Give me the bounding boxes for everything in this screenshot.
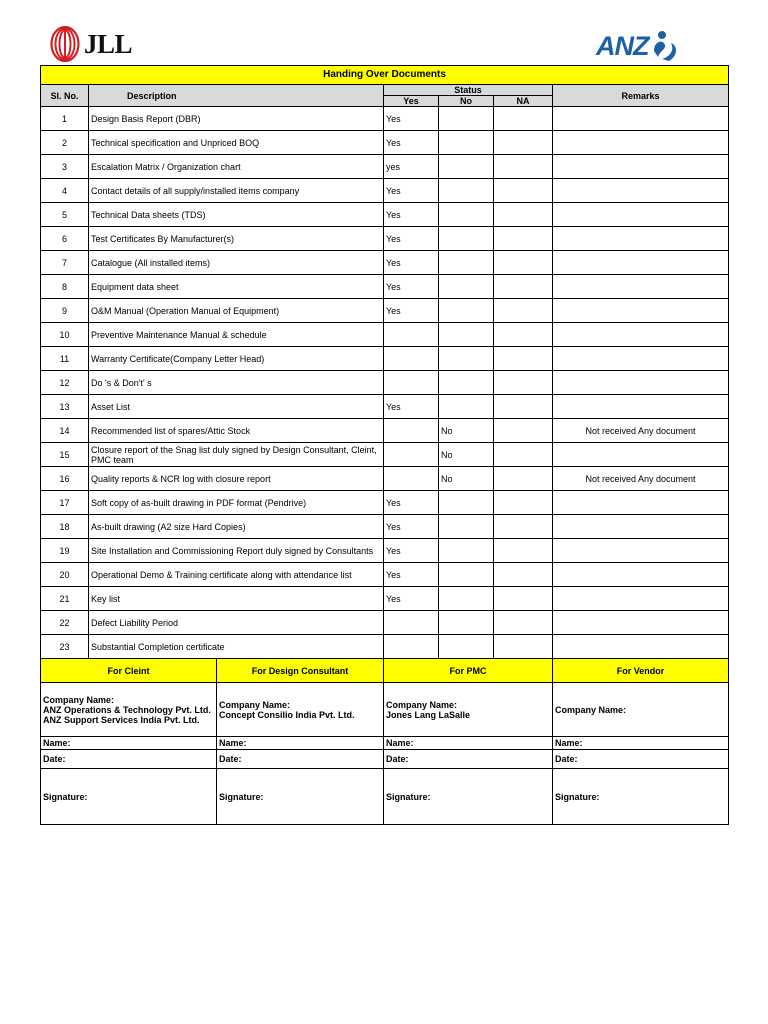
row-status-yes: Yes [384,563,439,587]
row-status-yes: Yes [384,107,439,131]
row-description: Do 's & Don't' s [89,371,384,395]
header-no: No [439,96,494,107]
row-status-no [439,587,494,611]
table-row [41,299,729,323]
row-description: Operational Demo & Training certificate along with attendance list [89,563,384,587]
row-remarks [553,611,729,635]
signoff-date-vendor: Date: [553,750,729,769]
row-description: Design Basis Report (DBR) [89,107,384,131]
row-sl-no: 7 [41,251,89,275]
row-sl-no: 12 [41,371,89,395]
row-status-yes [384,419,439,443]
signoff-company-design-consultant [217,683,384,737]
row-remarks [553,539,729,563]
row-sl-no: 9 [41,299,89,323]
row-description: Defect Liability Period [89,611,384,635]
row-remarks [553,587,729,611]
row-status-yes: Yes [384,515,439,539]
row-sl-no: 10 [41,323,89,347]
row-remarks: Not received Any document [553,419,729,443]
row-status-no [439,395,494,419]
company-name-line: ANZ Support Services India Pvt. Ltd. [43,714,200,725]
header-na: NA [494,96,553,107]
row-status-yes: yes [384,155,439,179]
signoff-name-vendor: Name: [553,737,729,750]
row-status-yes: Yes [384,491,439,515]
row-status-no [439,635,494,659]
row-status-yes [384,611,439,635]
table-row [41,491,729,515]
company-label: Company Name: [219,699,291,710]
row-status-na [494,347,553,371]
row-description: Technical Data sheets (TDS) [89,203,384,227]
header-remarks: Remarks [553,85,729,107]
row-status-yes: Yes [384,299,439,323]
row-description: Substantial Completion certificate [89,635,384,659]
row-description: Preventive Maintenance Manual & schedule [89,323,384,347]
row-description: Test Certificates By Manufacturer(s) [89,227,384,251]
jll-logo [50,26,132,62]
row-sl-no: 17 [41,491,89,515]
company-name-line: Concept Consilio India Pvt. Ltd. [219,709,355,720]
row-status-na [494,131,553,155]
row-status-yes: Yes [384,395,439,419]
row-status-no [439,563,494,587]
row-status-no [439,611,494,635]
row-description: Key list [89,587,384,611]
table-row [41,179,729,203]
table-row [41,155,729,179]
row-description: As-built drawing (A2 size Hard Copies) [89,515,384,539]
row-description: Recommended list of spares/Attic Stock [89,419,384,443]
row-status-no [439,203,494,227]
row-sl-no: 15 [41,443,89,467]
row-status-no [439,227,494,251]
row-status-no [439,155,494,179]
row-remarks [553,179,729,203]
header-sl-no: Sl. No. [41,85,89,107]
row-status-na [494,491,553,515]
row-sl-no: 1 [41,107,89,131]
row-sl-no: 11 [41,347,89,371]
signoff-date-pmc: Date: [384,750,553,769]
row-sl-no: 3 [41,155,89,179]
table-row [41,563,729,587]
row-description: Catalogue (All installed items) [89,251,384,275]
anz-people-icon [651,29,679,63]
row-status-na [494,635,553,659]
table-row [41,371,729,395]
row-status-na [494,107,553,131]
row-remarks [553,155,729,179]
header-status: Status [384,85,553,96]
row-status-na [494,299,553,323]
row-remarks [553,203,729,227]
row-remarks [553,635,729,659]
row-status-no [439,515,494,539]
table-row [41,635,729,659]
row-remarks [553,107,729,131]
table-row [41,251,729,275]
row-sl-no: 22 [41,611,89,635]
row-status-no [439,323,494,347]
row-description: O&M Manual (Operation Manual of Equipment) [89,299,384,323]
row-status-na [494,275,553,299]
row-status-yes: Yes [384,203,439,227]
row-sl-no: 23 [41,635,89,659]
signoff-signature-design-consultant: Signature: [217,769,384,825]
row-description: Contact details of all supply/installed items company [89,179,384,203]
row-description: Asset List [89,395,384,419]
row-status-na [494,323,553,347]
signoff-company-vendor [553,683,729,737]
row-status-na [494,419,553,443]
row-status-yes: Yes [384,275,439,299]
table-row [41,611,729,635]
row-remarks [553,515,729,539]
row-status-yes: Yes [384,227,439,251]
row-status-na [494,179,553,203]
company-label: Company Name: [386,699,458,710]
table-row [41,203,729,227]
company-label: Company Name: [555,704,627,715]
table-row [41,323,729,347]
signoff-header-client: For Cleint [41,659,217,683]
row-status-na [494,515,553,539]
company-name-line: Jones Lang LaSalle [386,709,471,720]
row-status-na [494,371,553,395]
row-sl-no: 20 [41,563,89,587]
row-status-na [494,587,553,611]
row-status-no [439,131,494,155]
row-status-no [439,299,494,323]
row-status-na [494,443,553,467]
signoff-company-client [41,683,217,737]
row-sl-no: 16 [41,467,89,491]
row-status-no [439,491,494,515]
row-sl-no: 8 [41,275,89,299]
row-remarks [553,299,729,323]
row-status-yes [384,467,439,491]
table-row [41,443,729,467]
row-remarks [553,323,729,347]
company-name-line: ANZ Operations & Technology Pvt. Ltd. [43,704,211,715]
signoff-name-pmc: Name: [384,737,553,750]
row-status-no [439,371,494,395]
row-status-yes: Yes [384,251,439,275]
row-description: Technical specification and Unpriced BOQ [89,131,384,155]
row-status-no [439,347,494,371]
row-status-na [494,203,553,227]
table-row [41,539,729,563]
table-row [41,107,729,131]
signoff-header-design-consultant: For Design Consultant [217,659,384,683]
row-status-yes: Yes [384,131,439,155]
row-status-yes [384,635,439,659]
row-sl-no: 6 [41,227,89,251]
row-status-na [494,155,553,179]
row-status-na [494,611,553,635]
table-row [41,347,729,371]
row-status-na [494,563,553,587]
row-sl-no: 19 [41,539,89,563]
row-status-na [494,395,553,419]
row-description: Escalation Matrix / Organization chart [89,155,384,179]
table-row [41,587,729,611]
signoff-signature-pmc: Signature: [384,769,553,825]
row-status-yes [384,323,439,347]
anz-logo [596,28,679,64]
row-status-no [439,251,494,275]
table-row [41,395,729,419]
row-status-no [439,539,494,563]
table-row [41,515,729,539]
table-row [41,131,729,155]
row-sl-no: 13 [41,395,89,419]
row-remarks [553,227,729,251]
row-status-yes: Yes [384,539,439,563]
signoff-date-design-consultant: Date: [217,750,384,769]
row-status-no: No [439,443,494,467]
signoff-name-design-consultant: Name: [217,737,384,750]
row-remarks [553,563,729,587]
row-remarks [553,275,729,299]
row-description: Closure report of the Snag list duly signed by Design Consultant, Cleint, PMC team [89,443,384,467]
signoff-signature-vendor: Signature: [553,769,729,825]
row-status-yes: Yes [384,587,439,611]
row-status-na [494,227,553,251]
row-remarks: Not received Any document [553,467,729,491]
header-yes: Yes [384,96,439,107]
jll-logo-text: JLL [84,28,133,59]
row-remarks [553,131,729,155]
table-row [41,275,729,299]
row-status-yes [384,347,439,371]
row-status-no [439,107,494,131]
row-remarks [553,371,729,395]
row-status-no: No [439,467,494,491]
row-status-yes [384,443,439,467]
header-description: Description [89,85,384,107]
row-description: Site Installation and Commissioning Report duly signed by Consultants [89,539,384,563]
signoff-name-client: Name: [41,737,217,750]
row-sl-no: 18 [41,515,89,539]
row-description: Soft copy of as-built drawing in PDF format (Pendrive) [89,491,384,515]
row-status-no [439,179,494,203]
signoff-signature-client: Signature: [41,769,217,825]
row-sl-no: 5 [41,203,89,227]
company-label: Company Name: [43,694,115,705]
row-sl-no: 4 [41,179,89,203]
signoff-company-pmc [384,683,553,737]
anz-logo-text: ANZ [596,30,649,61]
table-row [41,227,729,251]
row-sl-no: 21 [41,587,89,611]
row-status-yes: Yes [384,179,439,203]
row-remarks [553,347,729,371]
row-status-na [494,467,553,491]
row-status-na [494,251,553,275]
row-status-na [494,539,553,563]
row-remarks [553,395,729,419]
signoff-date-client: Date: [41,750,217,769]
row-description: Warranty Certificate(Company Letter Head) [89,347,384,371]
handover-documents-table [40,65,729,825]
row-status-yes [384,371,439,395]
row-remarks [553,443,729,467]
row-status-no [439,275,494,299]
row-sl-no: 2 [41,131,89,155]
signoff-header-pmc: For PMC [384,659,553,683]
row-remarks [553,491,729,515]
row-status-no: No [439,419,494,443]
row-remarks [553,251,729,275]
table-row [41,467,729,491]
row-sl-no: 14 [41,419,89,443]
table-row [41,419,729,443]
row-description: Quality reports & NCR log with closure report [89,467,384,491]
signoff-header-vendor: For Vendor [553,659,729,683]
sheet-title: Handing Over Documents [41,66,729,85]
jll-logo-icon [50,26,80,62]
row-description: Equipment data sheet [89,275,384,299]
